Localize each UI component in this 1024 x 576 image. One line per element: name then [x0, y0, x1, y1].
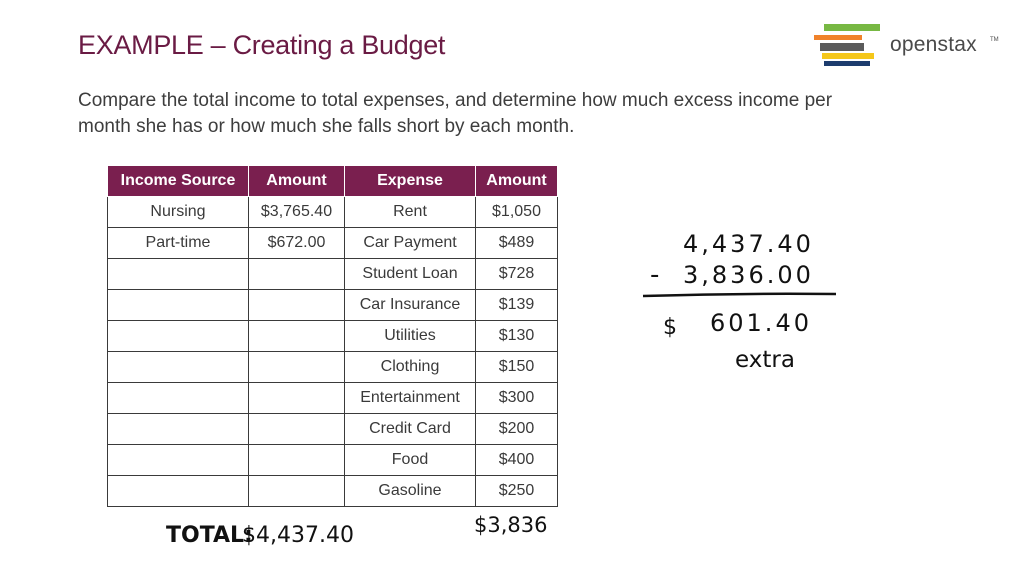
handwritten-expense-total: 3,836.00	[683, 261, 814, 289]
table-cell: Nursing	[108, 197, 249, 228]
instruction-text: Compare the total income to total expenses, and determine how much excess income per month she has or how much she falls short by each month.	[78, 90, 833, 137]
handwritten-income-total: 4,437.40	[683, 230, 814, 258]
table-cell: Student Loan	[345, 259, 476, 290]
table-cell: Car Payment	[345, 228, 476, 259]
table-cell: Credit Card	[345, 414, 476, 445]
logo-trademark: TM	[990, 37, 999, 43]
header-income-source: Income Source	[108, 166, 249, 197]
header-income-amount: Amount	[249, 166, 345, 197]
handwritten-total-income: $4,437.40	[242, 523, 354, 548]
table-cell: $400	[476, 445, 558, 476]
table-cell: Part-time	[108, 228, 249, 259]
handwritten-dollar-sign: $	[663, 315, 677, 340]
table-cell: $300	[476, 383, 558, 414]
table-cell: Clothing	[345, 352, 476, 383]
handwritten-underline	[643, 294, 836, 296]
table-cell: $728	[476, 259, 558, 290]
handwritten-result: 601.40	[710, 309, 812, 337]
table-cell: $150	[476, 352, 558, 383]
table-cell: $130	[476, 321, 558, 352]
table-cell: $489	[476, 228, 558, 259]
handwritten-result-note: extra	[735, 347, 795, 373]
header-expense: Expense	[345, 166, 476, 197]
table-cell: Food	[345, 445, 476, 476]
table-cell: Entertainment	[345, 383, 476, 414]
handwritten-total-expense: $3,836	[474, 513, 548, 537]
header-expense-amount: Amount	[476, 166, 558, 197]
handwritten-minus-sign: -	[650, 260, 660, 290]
table-cell: Rent	[345, 197, 476, 228]
table-cell: Gasoline	[345, 476, 476, 507]
table-cell: Utilities	[345, 321, 476, 352]
table-cell: $250	[476, 476, 558, 507]
table-cell: $1,050	[476, 197, 558, 228]
handwritten-total-label: TOTAL:	[166, 523, 253, 548]
table-cell: $3,765.40	[249, 197, 345, 228]
table-cell: Car Insurance	[345, 290, 476, 321]
table-cell: $200	[476, 414, 558, 445]
table-cell: $672.00	[249, 228, 345, 259]
table-cell: $139	[476, 290, 558, 321]
slide-title: EXAMPLE – Creating a Budget	[78, 30, 446, 60]
logo-wordmark: openstax	[890, 33, 977, 56]
